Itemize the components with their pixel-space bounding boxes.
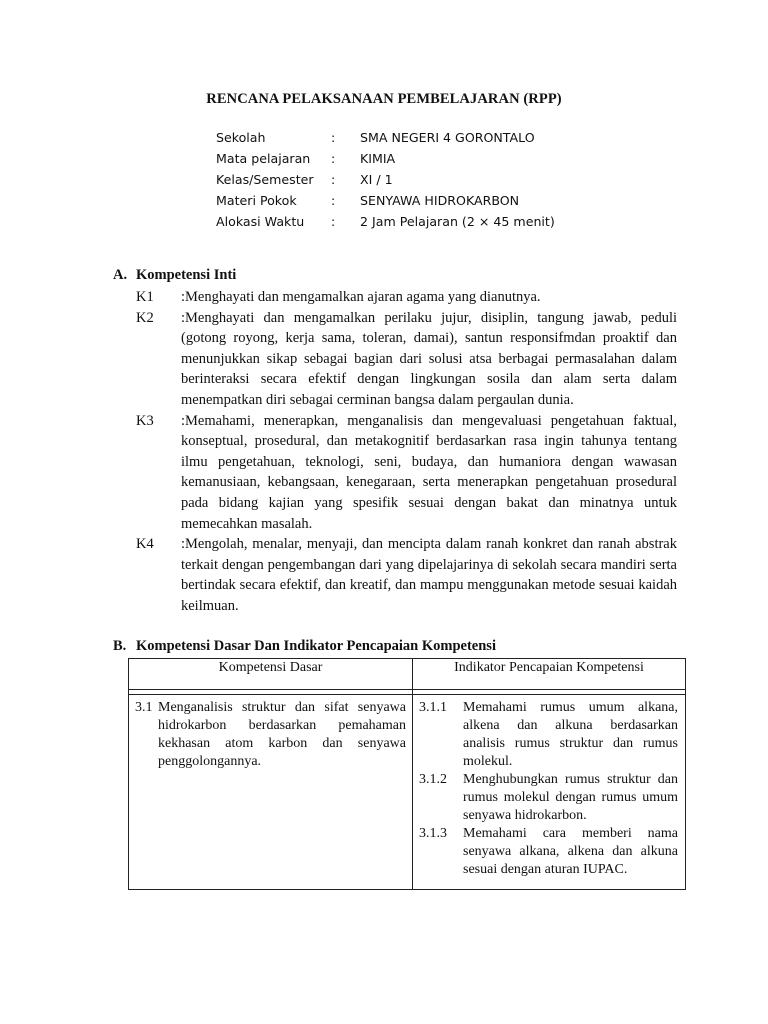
- meta-value: SMA NEGERI 4 GORONTALO: [360, 130, 535, 145]
- indicator-item: [419, 771, 678, 825]
- section-title: Kompetensi Dasar Dan Indikator Pencapaian Kompetensi: [136, 638, 496, 654]
- meta-separator: :: [331, 130, 336, 145]
- section-letter: B.: [113, 638, 127, 654]
- indicator-number: 3.1.1: [419, 700, 447, 715]
- kd-cell: [129, 695, 413, 890]
- indicator-text: Memahami rumus umum alkana, alkena dan alkuna berdasarkan analisis rumus struktur dan rumus molekul.: [463, 700, 678, 769]
- section-letter: A.: [113, 267, 128, 283]
- table-row: [129, 695, 686, 890]
- item-code: K1: [136, 289, 154, 305]
- kompetensi-inti-list: [136, 287, 677, 617]
- kd-number: 3.1: [135, 700, 153, 715]
- column-header: Indikator Pencapaian Kompetensi: [413, 659, 686, 690]
- item-text: :Menghayati dan mengamalkan ajaran agama yang dianutnya.: [181, 289, 541, 305]
- meta-label: Alokasi Waktu: [216, 214, 305, 229]
- meta-separator: :: [331, 151, 336, 166]
- item-text: :Mengolah, menalar, menyaji, dan mencipta dalam ranah konkret dan ranah abstrak terkait dengan pengembangan dari yang dipelajarinya di sekolah secara mandiri serta bertindak secara efektif, dan kreatif, dan mampu menggunakan metode sesuai kaidah keilmuan.: [181, 536, 677, 614]
- kd-item: [135, 699, 406, 771]
- indicator-number: 3.1.3: [419, 826, 447, 841]
- item-text: :Memahami, menerapkan, menganalisis dan mengevaluasi pengetahuan faktual, konseptual, prosedural, dan metakognitif berdasarkan rasa ingin tahunya tentang ilmu pengetahuan, teknologi, seni, budaya, dan humaniora dengan wawasan kemanusiaan, kebangsaan, kenegaraan, serta menerapkan pengetahuan prosedural pada bidang kajian yang spesifik sesuai dengan bakat dan minatnya untuk memecahkan masalah.: [181, 412, 677, 532]
- meta-separator: :: [331, 193, 336, 208]
- meta-separator: :: [331, 172, 336, 187]
- indicator-text: Memahami cara memberi nama senyawa alkana, alkena dan alkuna sesuai dengan aturan IUPAC.: [463, 826, 678, 877]
- table-header-row: [129, 659, 686, 690]
- item-code: K3: [136, 412, 154, 429]
- indicator-item: [419, 825, 678, 879]
- list-item: [136, 411, 677, 535]
- section-b-heading: [113, 638, 496, 655]
- item-text: :Menghayati dan mengamalkan perilaku jujur, disiplin, tangung jawab, peduli (gotong royong, kerja sama, toleran, damai), santun responsifmdan proaktif dan menunjukkan sikap sebagai bagian dari solusi atsa berbagai permasalahan dalam berinteraksi secara efektif dengan lingkungan sosila dan alam serta dalam menempatkan diri sebagai cerminan bangsa dalam pergaulan dunia.: [181, 309, 677, 408]
- kd-text: Menganalisis struktur dan sifat senyawa hidrokarbon berdasarkan pemahaman kekhasan atom karbon dan senyawa penggolongannya.: [158, 700, 406, 769]
- list-item: [136, 308, 677, 411]
- meta-label: Sekolah: [216, 130, 266, 145]
- meta-separator: :: [331, 214, 336, 229]
- document-title: RENCANA PELAKSANAAN PEMBELAJARAN (RPP): [206, 91, 562, 107]
- meta-label: Kelas/Semester: [216, 172, 314, 187]
- list-item: [136, 534, 677, 616]
- item-code: K4: [136, 536, 154, 553]
- meta-label: Mata pelajaran: [216, 151, 311, 166]
- meta-value: 2 Jam Pelajaran (2 × 45 menit): [360, 214, 555, 229]
- indicator-number: 3.1.2: [419, 772, 447, 787]
- competency-table: [128, 658, 686, 890]
- column-header: Kompetensi Dasar: [129, 659, 413, 690]
- list-item: [136, 287, 677, 308]
- section-title: Kompetensi Inti: [136, 267, 237, 283]
- meta-label: Materi Pokok: [216, 193, 297, 208]
- section-a-heading: [113, 267, 236, 284]
- meta-value: SENYAWA HIDROKARBON: [360, 193, 520, 208]
- indicator-text: Menghubungkan rumus struktur dan rumus molekul dengan rumus umum senyawa hidrokarbon.: [463, 772, 678, 823]
- indicator-item: [419, 699, 678, 771]
- item-code: K2: [136, 309, 154, 326]
- meta-value: KIMIA: [360, 151, 396, 166]
- meta-value: XI / 1: [360, 172, 393, 187]
- indicator-cell: [413, 695, 686, 890]
